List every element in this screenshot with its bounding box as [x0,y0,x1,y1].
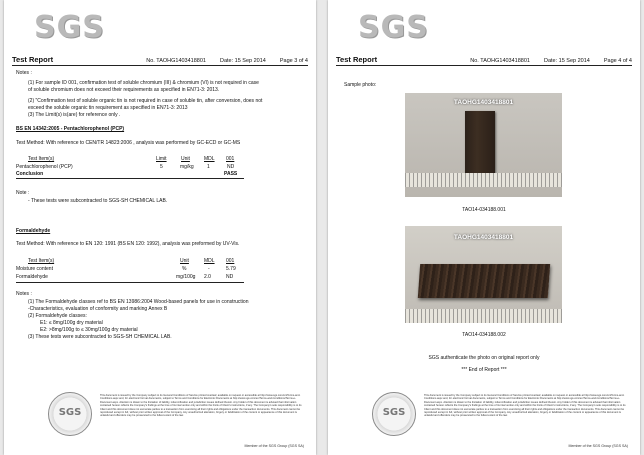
pcp-row-result: ND [227,164,235,170]
form-row-item: Formaldehyde [16,274,48,280]
form-note-line: (2) Formaldehyde classes: [28,313,87,319]
report-title: Test Report [336,55,378,64]
authenticate-note: SGS authenticate the photo on original report only [428,355,540,361]
photo-2-caption: TAO14-034188.002 [462,332,506,338]
report-date: Date: 15 Sep 2014 [543,58,590,64]
note-line: (2) "Confirmation test of soluble organic tin is not required in case of soluble tin, after conversion, does not [28,98,263,104]
sample-photo-2 [405,226,562,323]
form-row-mdl: - [208,266,210,272]
form-col-mdl: MDL [204,258,215,264]
end-of-report: *** End of Report *** [461,367,507,373]
notes-label: Notes : [16,70,32,76]
report-header [336,55,632,64]
pcp-test-method: Test Method: With reference to CEN/TR 14823:2006 , analysis was performed by GC-ECD or GC-MS [16,140,241,146]
form-row-result: 5.79 [226,266,236,272]
sample-photo-label: Sample photo: [344,82,377,88]
formaldehyde-test-method: Test Method: With reference to EN 120: 1991 (BS EN 120: 1992), analysis was preformed by UV-Vis. [16,241,240,247]
pcp-col-unit: Unit [181,156,190,162]
pcp-row-limit: 5 [160,164,163,170]
pcp-col-limit: Limit [156,156,167,162]
header-rule [12,65,308,66]
report-number: No. TAOHG1403418801 [470,58,530,64]
pcp-conclusion-label: Conclusion [16,171,44,177]
header-rule [336,65,632,66]
pcp-col-mdl: MDL [204,156,215,162]
form-note-line: E2: >8mg/100g to ≤ 30mg/100g dry material [40,327,138,333]
form-note-line: E1: ≤ 8mg/100g dry material [40,320,103,326]
pcp-row-mdl: 1 [207,164,210,170]
report-header [12,55,308,64]
page-footer [12,390,308,450]
footer-fine-print: This document is issued by the Company subject to its General Conditions of Service printed overleaf, available on request or accessible at http://www.sgs.com/en/Terms-and-Conditions.aspx and, for electronic format documents, subject to Terms and Conditions for Electronic Documents at http://www.sgs.com/en/Terms-and-Conditions/Terms-e-Document.aspx. Attention is drawn to the limitation of liability, indemnification and jurisdiction issues defined therein. Any holder of this document is advised that information contained hereon reflects the Company's findings at the time of its intervention only and within the limits of Client's instructions, if any. The Company's sole responsibility is to its Client and this document does not exonerate parties to a transaction from exercising all their rights and obligations under the transaction documents. This document cannot be reproduced except in full, without prior written approval of the Company. Any unauthorized alteration, forgery or falsification of the content or appearance of this document is unlawful and offenders may be prosecuted to the fullest extent of the law. [100,394,302,418]
formaldehyde-heading: Formaldehyde [16,228,51,234]
sample-strip [465,111,495,173]
pcp-heading: BS EN 14342:2005 - Pentachlorophenol (PCP) [16,126,125,132]
sgs-logo: SGS [358,10,429,45]
report-page-4 [328,0,640,455]
form-col-unit: Unit [180,258,189,264]
pcp-table-rule [16,178,244,179]
form-col-result: 001 [226,258,235,264]
note-line: exceed the soluble organic tin requirement as specified in EN71-3: 2013 [28,105,188,111]
pcp-col-item: Test Item(s) [28,156,55,162]
note-line: (1) For sample ID 001, confirmation test of soluble chromium (III) & chromium (VI) is not required in case [28,80,259,86]
report-number: No. TAOHG1403418801 [146,58,206,64]
sgs-seal [48,392,92,436]
form-row-unit: % [182,266,187,272]
form-row-unit: mg/100g [176,274,196,280]
form-notes-label: Notes : [16,291,32,297]
page-number: Page 3 of 4 [279,58,308,64]
pcp-row-unit: mg/kg [180,164,194,170]
photo-2-label: TAOHG1403418801 [453,234,514,241]
member-line: Member of the SGS Group (SGS SA) [568,444,628,448]
note-line: of soluble chromium does not exceed their requirements as specified in EN71-3: 2013. [28,87,220,93]
pcp-conclusion-value: PASS [224,171,238,177]
pcp-col-result: 001 [226,156,235,162]
form-note-line: (1) The Formaldehyde classes ref to BS EN 13986:2004 Wood-based panels for use in construction [28,299,249,305]
note-line: (3) The Limit(s) is(are) for reference only . [28,112,121,118]
sgs-seal [372,392,416,436]
form-note-line: (3) These tests were subcontracted to SGS-SH CHEMICAL LAB. [28,334,172,340]
form-note-line: -Characteristics, evaluation of conformity and marking Annex B [28,306,168,312]
report-date: Date: 15 Sep 2014 [219,58,266,64]
form-col-item: Test Item(s) [28,258,55,264]
member-line: Member of the SGS Group (SGS SA) [244,444,304,448]
sample-board [418,264,550,298]
sample-photo-1 [405,93,562,197]
ruler [405,309,562,323]
page-number: Page 4 of 4 [603,58,632,64]
footer-fine-print: This document is issued by the Company subject to its General Conditions of Service printed overleaf, available on request or accessible at http://www.sgs.com/en/Terms-and-Conditions.aspx and, for electronic format documents, subject to Terms and Conditions for Electronic Documents at http://www.sgs.com/en/Terms-and-Conditions/Terms-e-Document.aspx. Attention is drawn to the limitation of liability, indemnification and jurisdiction issues defined therein. Any holder of this document is advised that information contained hereon reflects the Company's findings at the time of its intervention only and within the limits of Client's instructions, if any. The Company's sole responsibility is to its Client and this document does not exonerate parties to a transaction from exercising all their rights and obligations under the transaction documents. This document cannot be reproduced except in full, without prior written approval of the Company. Any unauthorized alteration, forgery or falsification of the content or appearance of this document is unlawful and offenders may be prosecuted to the fullest extent of the law. [424,394,626,418]
seal-text: SGS [58,407,82,418]
form-row-mdl: 2.0 [204,274,211,280]
page-footer [336,390,632,450]
form-table-rule [16,282,244,283]
seal-text: SGS [382,407,406,418]
pcp-note: - These tests were subcontracted to SGS-SH CHEMICAL LAB. [28,198,168,204]
report-page-3 [4,0,316,455]
ruler [405,173,562,187]
pcp-row-item: Pentachlorophenol (PCP) [16,164,73,170]
form-row-item: Moisture content [16,266,53,272]
form-row-result: ND [226,274,234,280]
photo-1-label: TAOHG1403418801 [453,99,514,106]
pcp-note-label: Note : [16,190,30,196]
report-title: Test Report [12,55,54,64]
photo-1-caption: TAO14-034188.001 [462,207,506,213]
sgs-logo: SGS [34,10,105,45]
